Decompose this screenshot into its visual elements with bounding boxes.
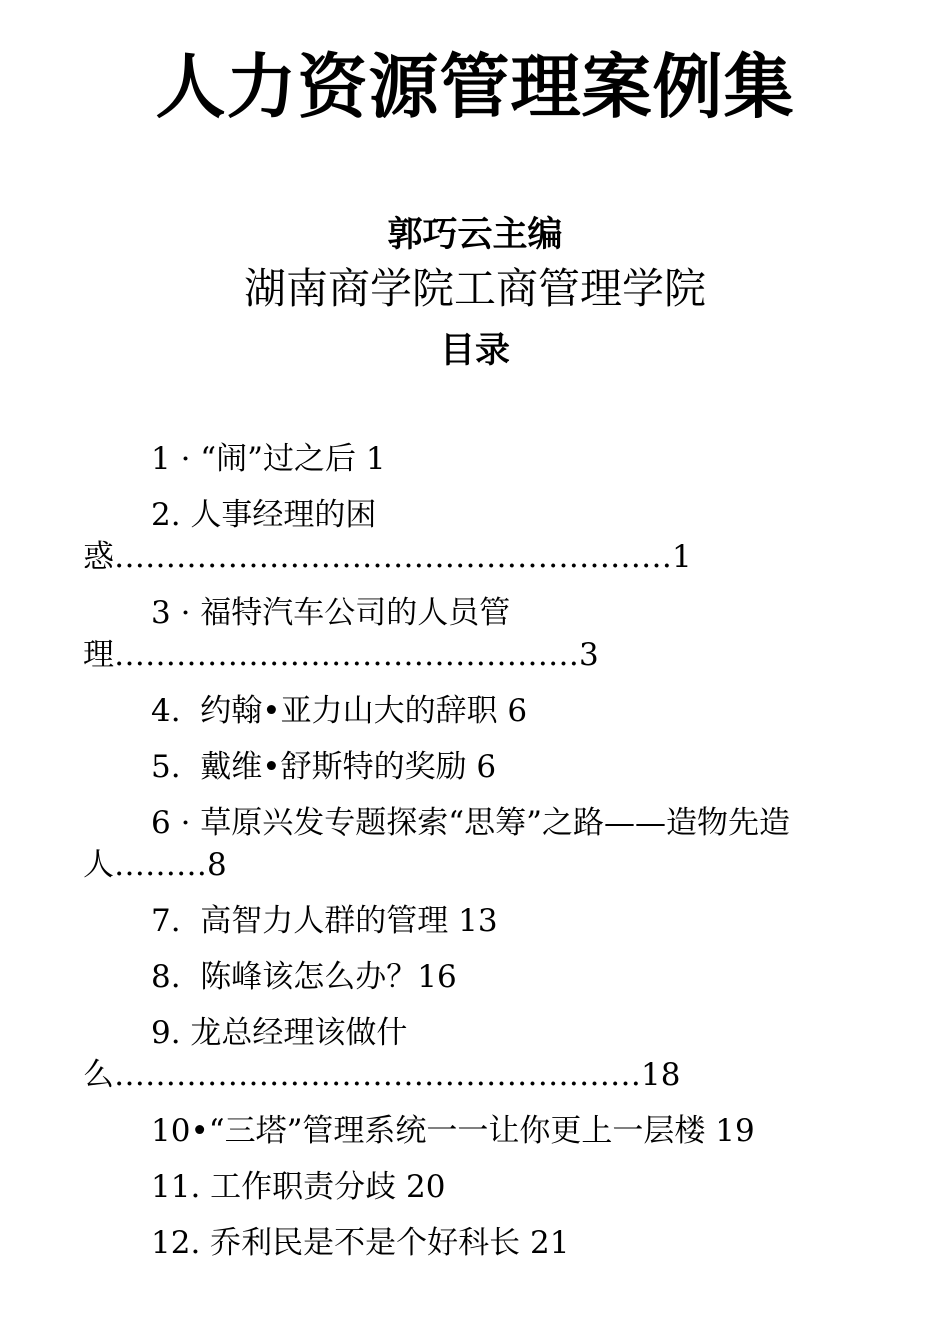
toc-item-7: 7. 高智力人群的管理 13	[151, 903, 498, 939]
editor-line: 郭巧云主编	[387, 215, 563, 255]
toc-item-8: 8. 陈峰该怎么办？16	[151, 959, 457, 995]
table-of-contents	[83, 438, 873, 1278]
toc-item-11: 11. 工作职责分歧 20	[151, 1169, 446, 1205]
toc-item-5: 5. 戴维•舒斯特的奖励 6	[151, 749, 497, 785]
toc-heading: 目录	[439, 331, 510, 371]
toc-item-10: 10•“三塔”管理系统一一让你更上一层楼 19	[151, 1113, 755, 1149]
toc-item-1: 1 · “闹”过之后 1	[151, 441, 386, 477]
toc-item-4: 4. 约翰•亚力山大的辞职 6	[151, 693, 528, 729]
toc-item-12: 12. 乔利民是不是个好科长 21	[151, 1225, 570, 1261]
toc-item-2: 2. 人事经理的困惑………………………………………………1	[83, 497, 692, 575]
document-title: 人力资源管理案例集	[155, 46, 795, 128]
institution-line: 湖南商学院工商管理学院	[243, 264, 706, 313]
toc-item-6: 6 · 草原兴发专题探索“思筹”之路——造物先造人………8	[83, 805, 790, 883]
toc-item-3: 3 · 福特汽车公司的人员管理………………………………………3	[83, 595, 599, 673]
toc-item-9: 9. 龙总经理该做什么……………………………………………18	[83, 1015, 681, 1093]
